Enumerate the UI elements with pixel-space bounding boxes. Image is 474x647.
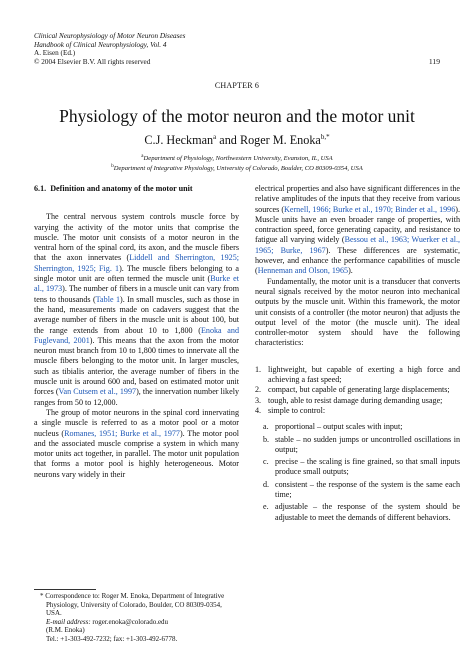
sublist-item — [263, 502, 460, 523]
body-text: The central nervous system controls muscle force by varying the activity of the motor units that comprise the muscle. The motor unit consists of a motor neuron in the ventral horn of the spinal cord, its axon, and the muscle fibers that the axon innervates ( — [34, 212, 239, 263]
affiliation-b — [0, 163, 474, 173]
list-item — [255, 365, 460, 386]
email-address[interactable]: roger.enoka@colorado.edu — [90, 617, 169, 626]
body-text: ). The number of fibers in a muscle unit can vary from tens to thousands ( — [34, 284, 239, 304]
section-heading — [34, 184, 239, 194]
sublist-text: consistent – the response of the system is the same each time; — [275, 479, 460, 500]
editor-line: A. Eisen (Ed.) — [34, 49, 76, 58]
affiliation-a-mark: a — [141, 154, 144, 159]
sublist-letter: a. — [263, 422, 269, 432]
sublist-item — [263, 457, 460, 478]
list-item — [255, 385, 460, 395]
list-number: 2. — [255, 385, 262, 395]
email-line — [34, 618, 239, 627]
journal-header — [34, 32, 185, 66]
right-column — [255, 184, 460, 525]
author-2-affil-mark: b,* — [320, 133, 330, 141]
author-line — [0, 133, 474, 148]
list-text: compact, but capable of generating large displacements; — [268, 385, 450, 395]
body-text: ). — [348, 266, 353, 276]
sublist-letter: d. — [263, 479, 270, 489]
list-number: 4. — [255, 405, 262, 415]
list-number: 3. — [255, 395, 262, 405]
citation-link[interactable]: Table 1 — [95, 294, 120, 304]
citation-link[interactable]: Burke et al., 1973 — [34, 274, 239, 294]
body-text: Fundamentally, the motor unit is a transducer that converts neural signals received by the motor neuron into mechanical outputs by the muscle unit. Within this framework, the motor unit consists of a controller (the motor neuron) that adjusts the output level of the motor (the muscle unit). The ideal controller-motor system should have the following characteristics: — [255, 276, 460, 348]
sublist-item — [263, 422, 460, 432]
citation-link[interactable]: Kernell, 1966; Burke et al., 1970; Binder et al., 1996 — [284, 204, 456, 214]
sublist-text: stable – no sudden jumps or uncontrolled oscillations in output; — [275, 434, 460, 454]
sublist-letter: c. — [263, 457, 269, 467]
body-text: ), the innervation number likely ranges from 50 to 12,000. — [34, 387, 239, 407]
list-number: 1. — [255, 364, 262, 374]
section-number: 6.1. — [34, 184, 47, 193]
sublist-text: adjustable – the response of the system should be adjustable to meet the demands of different behaviors. — [275, 502, 460, 522]
list-text: tough, able to resist damage during demanding usage; — [268, 395, 443, 405]
volume-title: Handbook of Clinical Neurophysiology, Vol. 4 — [34, 40, 167, 49]
author-1-affil-mark: a — [213, 133, 217, 141]
body-text: The group of motor neurons in the spinal cord innervating a single muscle is referred to as a motor pool or a motor nucleus ( — [34, 407, 239, 438]
author-conjunction: and — [216, 133, 240, 147]
body-text: ). The motor pool and the associated muscle comprise a system in which many motor units act together, in parallel. The motor unit population that forms a motor pool is highly heterogeneous. Motor neurons vary widely in their — [34, 428, 239, 479]
phone-fax-line: Tel.: +1-303-492-7232; fax: +1-303-492-6778. — [46, 634, 178, 643]
list-text: simple to control: — [268, 405, 326, 415]
correspondence-line: * Correspondence to: Roger M. Enoka, Department of Integrative Physiology, University of Colorado, Boulder, CO 80309-0354, USA. — [40, 592, 225, 618]
affiliation-a-text: Department of Physiology, Northwestern University, Evanston, IL, USA — [143, 155, 333, 162]
email-label: E-mail address: — [46, 617, 91, 626]
citation-link[interactable]: Henneman and Olson, 1965 — [257, 266, 349, 276]
author-2-name: Roger M. Enoka — [239, 133, 321, 147]
author-initials: (R.M. Enoka) — [46, 626, 85, 635]
list-item — [255, 406, 460, 416]
sublist-text: precise – the scaling is fine grained, so that small inputs produce small outputs; — [275, 457, 460, 477]
copyright-line: © 2004 Elsevier B.V. All rights reserved — [34, 57, 151, 66]
sublist-letter: b. — [263, 434, 270, 444]
sublist-text: proportional – output scales with input; — [275, 422, 403, 432]
body-text: ). These differences are systematic, however, and enhance the performance capabilities of muscle ( — [255, 245, 460, 276]
sublist-letter: e. — [263, 502, 269, 512]
body-text: ). Muscle units have an even broader range of properties, with contraction speed, force generating capacity, and resistance to fatigue all varying widely ( — [255, 204, 460, 245]
left-paragraph-2 — [34, 408, 239, 480]
page-number: 119 — [428, 57, 440, 66]
affiliation-b-mark: b — [111, 164, 114, 170]
left-column — [34, 184, 239, 480]
citation-link[interactable]: Romanes, 1951; Burke et al., 1977 — [64, 428, 180, 438]
list-item — [255, 396, 460, 406]
sublist-item — [263, 480, 460, 501]
right-paragraph-2 — [255, 277, 460, 349]
footnote-divider — [34, 589, 96, 590]
chapter-label: CHAPTER 6 — [214, 81, 260, 90]
citation-link[interactable]: Enoka and Fuglevand, 2001 — [34, 325, 239, 345]
body-text: electrical properties and also have significant differences in the relative amplitudes of the inputs that they receive from various sources ( — [255, 184, 460, 214]
paper-title: Physiology of the motor neuron and the motor unit — [59, 106, 415, 126]
affiliation-a — [0, 153, 474, 163]
sublist-item — [263, 435, 460, 456]
series-title: Clinical Neurophysiology of Motor Neuron Diseases — [34, 32, 186, 40]
characteristics-list — [255, 365, 460, 523]
right-paragraph-1 — [255, 184, 460, 277]
affiliation-b-text: Department of Integrative Physiology, University of Colorado, Boulder, CO 80309-0354, USA — [113, 165, 363, 173]
body-text: ). In small muscles, such as those in the hand, measurements made on cadavers suggest that the average number of fibers in the muscle unit is about 100, but the range extends from about 10 to 1,800 ( — [34, 294, 239, 335]
author-1-name: C.J. Heckman — [144, 133, 214, 147]
citation-link[interactable]: Bessou et al., 1963; Wuerker et al., 1965; Burke, 1967 — [255, 235, 460, 255]
section-title: Definition and anatomy of the motor unit — [50, 184, 193, 193]
citation-link[interactable]: Liddell and Sherrington, 1925; Sherrington, 1925; Fig. 1 — [34, 253, 239, 273]
body-text: ). This means that the axon from the motor neuron must branch from 10 to 1,800 times to innervate all the muscle fibers belonging to the motor unit. In larger muscles, such as tibialis anterior, the average number of fibers in the muscle unit is around 600 and, based on estimated motor unit forces ( — [34, 335, 239, 397]
list-text: lightweight, but capable of exerting a high force and achieving a fast speed; — [268, 364, 460, 385]
correspondence-footnote — [34, 592, 239, 644]
left-paragraph-1 — [34, 212, 239, 408]
control-sublist — [263, 422, 460, 523]
citation-link[interactable]: Van Cutsem et al., 1997 — [58, 387, 137, 397]
affiliations — [0, 153, 474, 174]
body-text: ). The muscle fibers belonging to a single motor unit are often termed the muscle unit ( — [34, 263, 239, 284]
